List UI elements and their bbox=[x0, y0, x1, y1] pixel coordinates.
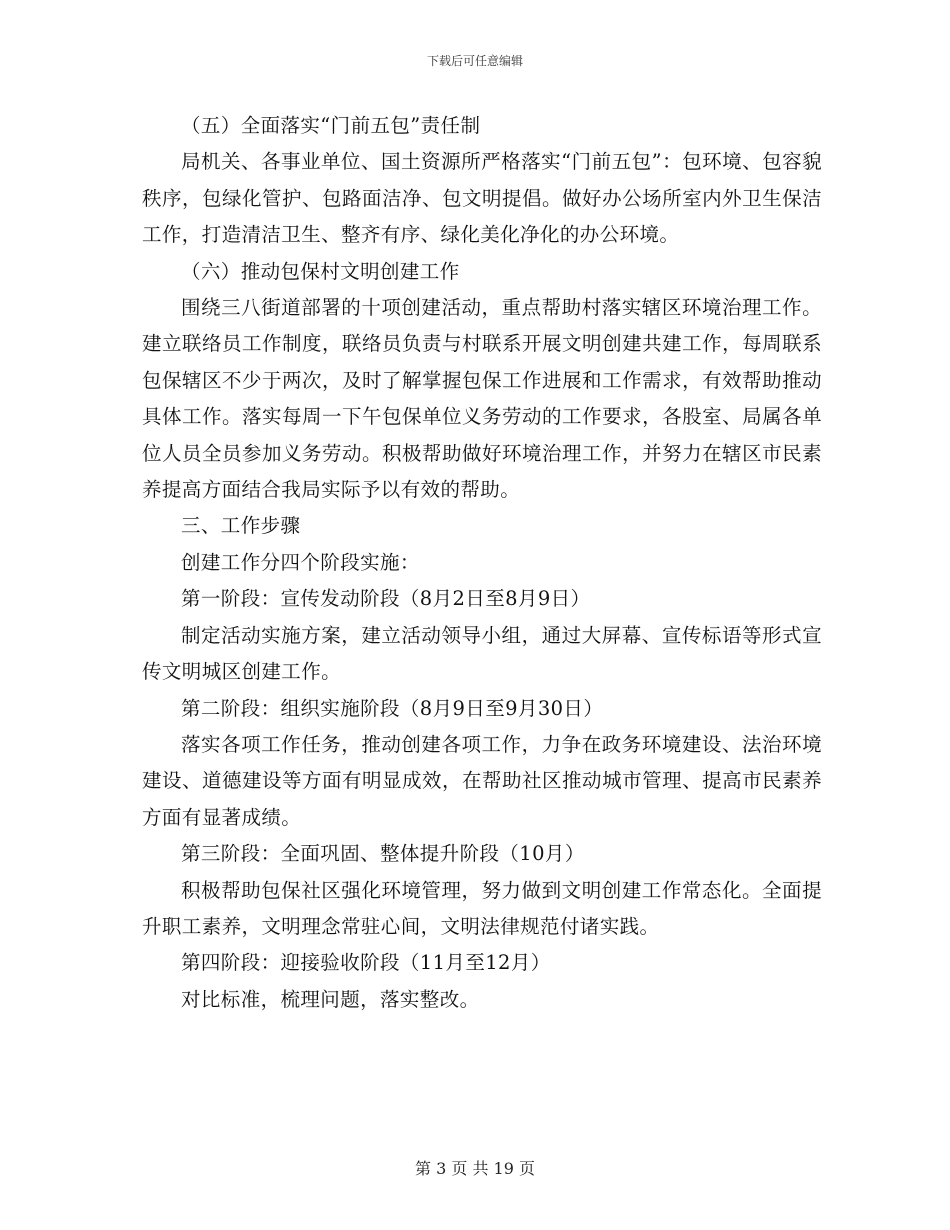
paragraph: 局机关、各事业单位、国土资源所严格落实“门前五包”：包环境、包容貌秩序，包绿化管护、包路面洁净、包文明提倡。做好办公场所室内外卫生保洁工作，打造清洁卫生、整齐有序、绿化美化净化的办公环境。 bbox=[142, 150, 822, 247]
section-heading: 三、工作步骤 bbox=[181, 514, 301, 538]
page-header: 下载后可任意编辑 bbox=[426, 54, 523, 68]
section-heading: （六）推动包保村文明创建工作 bbox=[181, 259, 460, 283]
stage-heading: 第三阶段：全面巩固、整体提升阶段（10月） bbox=[181, 842, 585, 866]
stage-heading: 第四阶段：迎接验收阶段（11月至12月） bbox=[181, 951, 551, 975]
paragraph: 积极帮助包保社区强化环境管理，努力做到文明创建工作常态化。全面提升职工素养，文明理念常驻心间，文明法律规范付诸实践。 bbox=[142, 878, 822, 938]
section-heading: （五）全面落实“门前五包”责任制 bbox=[181, 114, 481, 137]
paragraph: 落实各项工作任务，推动创建各项工作，力争在政务环境建设、法治环境建设、道德建设等方面有明显成效，在帮助社区推动城市管理、提高市民素养方面有显著成绩。 bbox=[142, 732, 822, 829]
page-number: 第 3 页 共 19 页 bbox=[415, 1159, 535, 1178]
paragraph: 制定活动实施方案，建立活动领导小组，通过大屏幕、宣传标语等形式宣传文明城区创建工作。 bbox=[142, 623, 822, 684]
stage-heading: 第二阶段：组织实施阶段（8月9日至9月30日） bbox=[181, 696, 604, 720]
document-body bbox=[142, 108, 822, 1018]
paragraph: 对比标准，梳理问题，落实整改。 bbox=[181, 987, 480, 1011]
stage-heading: 第一阶段：宣传发动阶段（8月2日至8月9日） bbox=[181, 587, 591, 611]
paragraph: 围绕三八街道部署的十项创建活动，重点帮助村落实辖区环境治理工作。建立联络员工作制度，联络员负责与村联系开展文明创建共建工作，每周联系包保辖区不少于两次，及时了解掌握包保工作进展和工作需求，有效帮助推动具体工作。落实每周一下午包保单位义务劳动的工作要求，各股室、局属各单位人员全员参加义务劳动。积极帮助做好环境治理工作，并努力在辖区市民素养提高方面结合我局实际予以有效的帮助。 bbox=[142, 296, 822, 502]
paragraph: 创建工作分四个阶段实施： bbox=[181, 550, 420, 574]
